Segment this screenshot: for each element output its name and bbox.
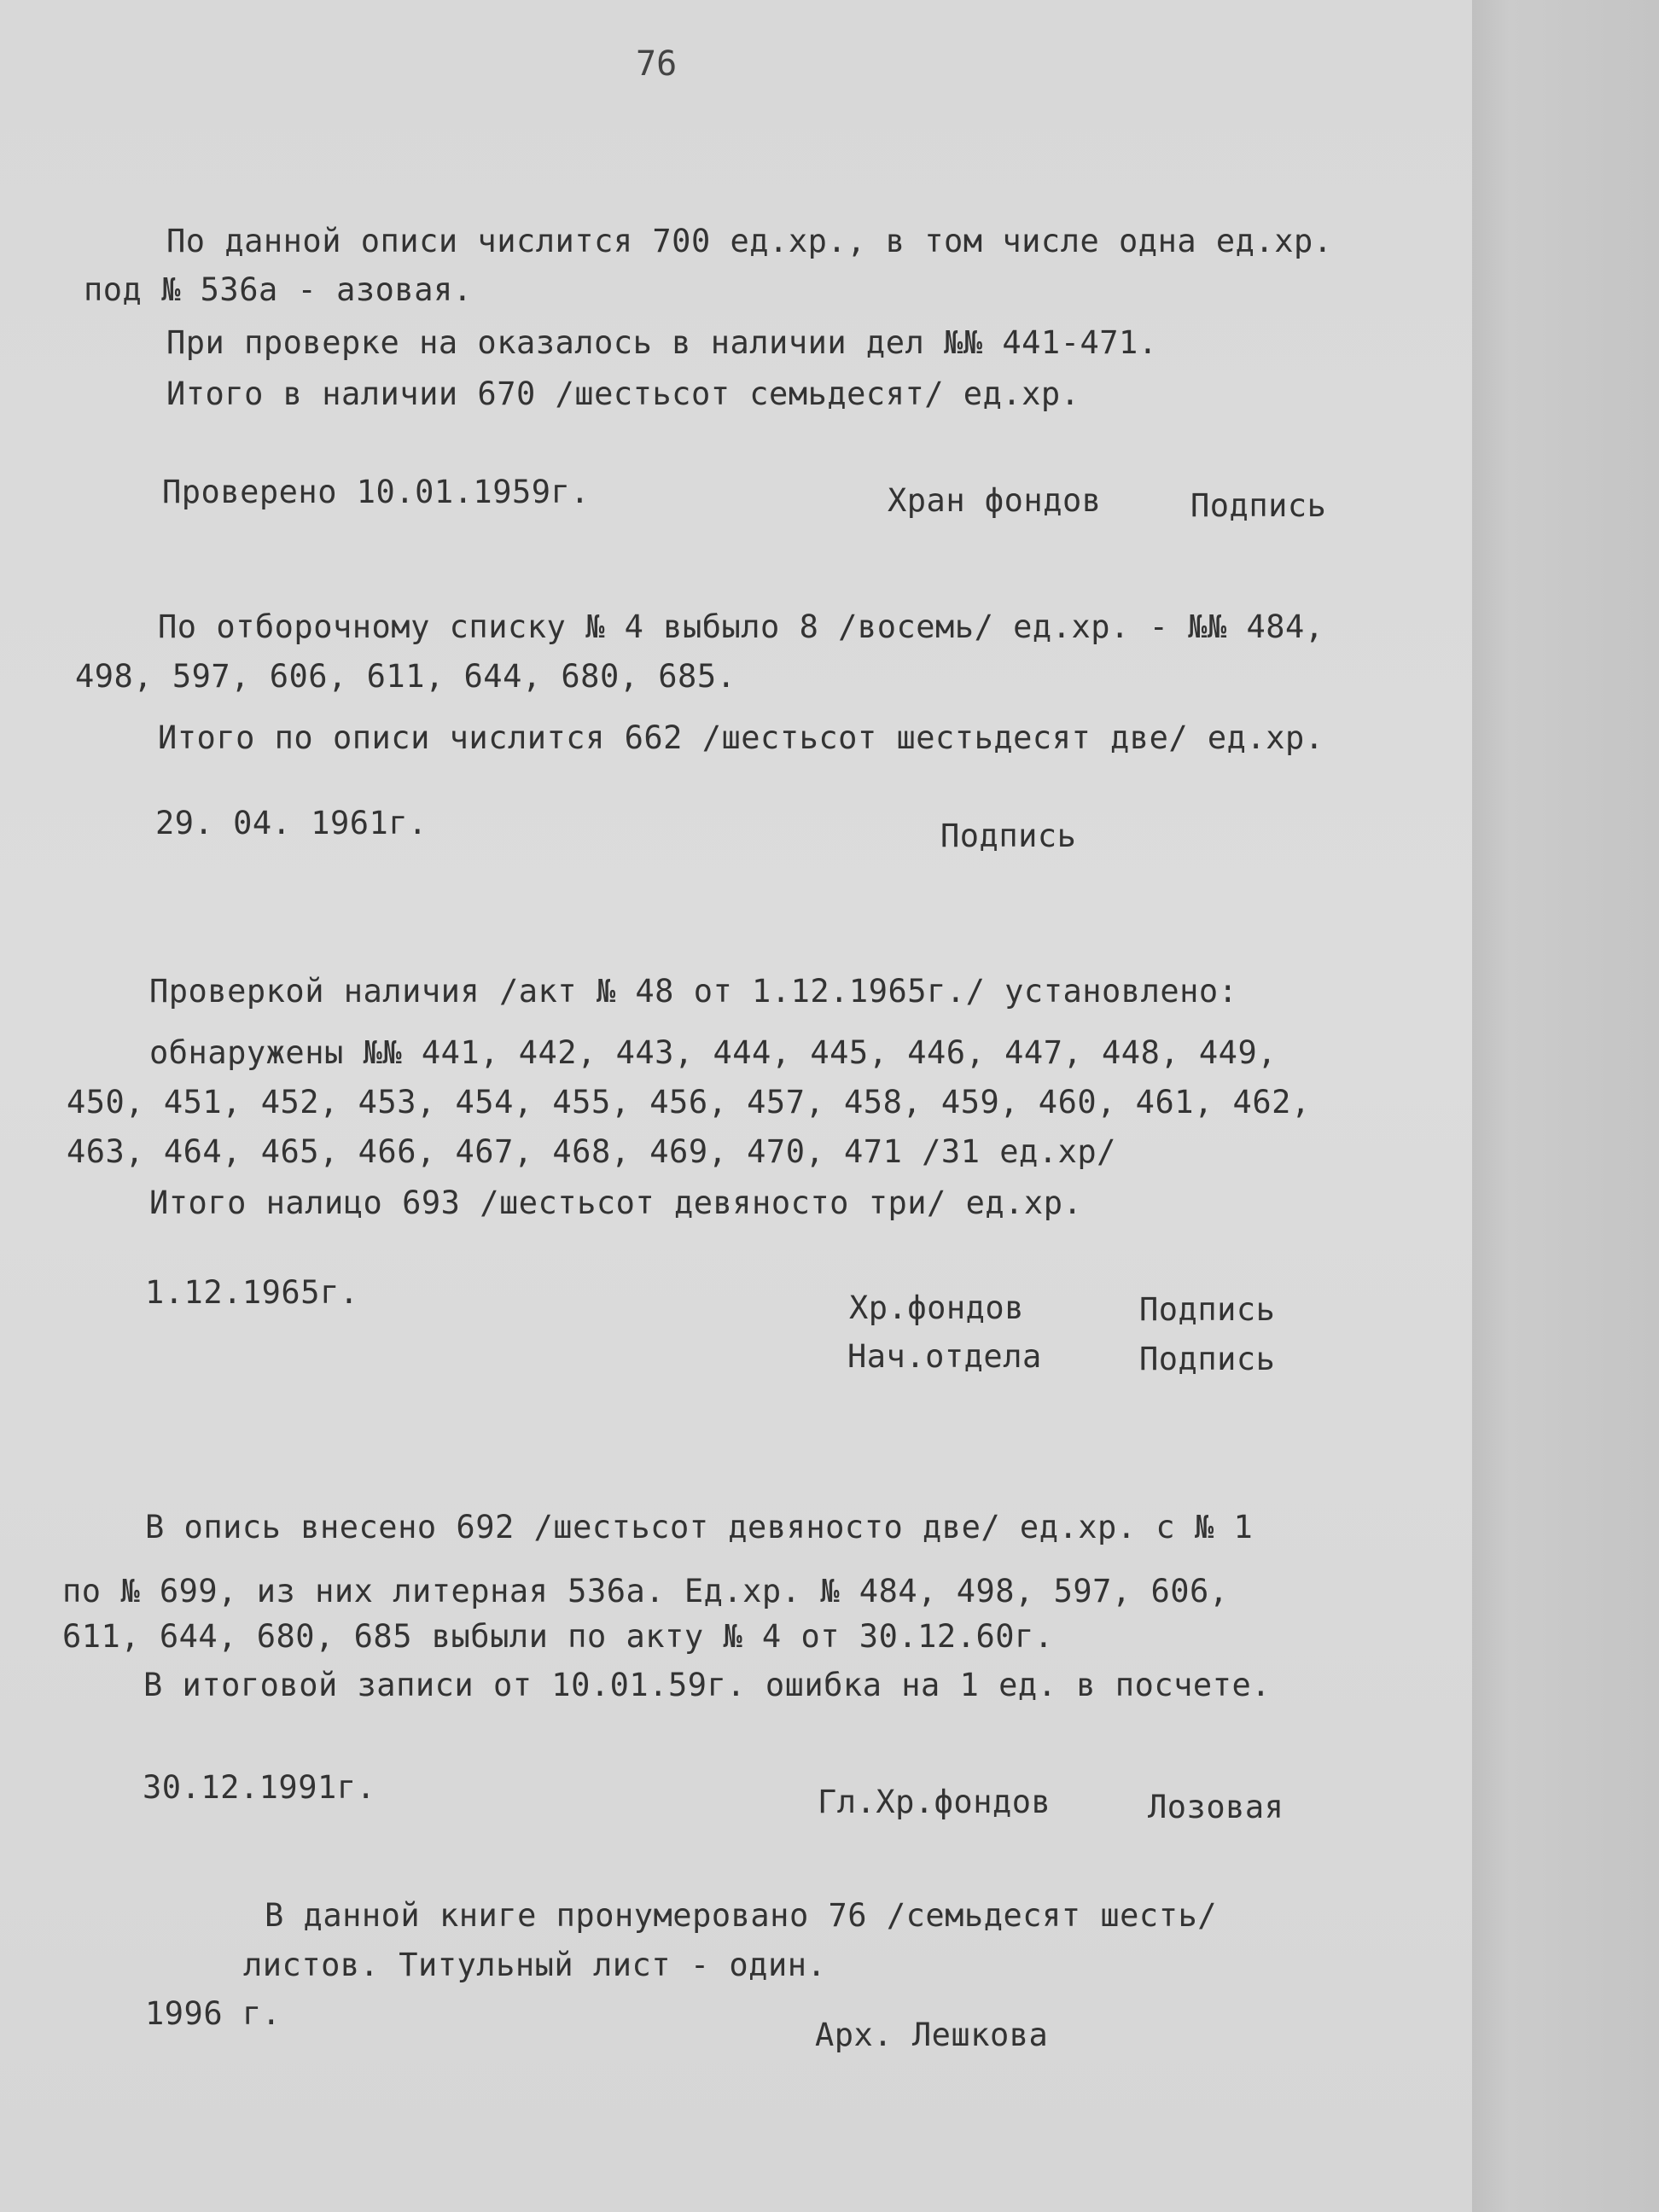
s2-signature: Подпись [940, 818, 1077, 854]
page-edge-shadow [1472, 0, 1659, 2212]
s1-line4: Итого в наличии 670 /шестьсот семьдесят/ ед.хр. [166, 375, 1080, 412]
s1-line3: При проверке на оказалось в наличии дел №№ 441-471. [166, 324, 1158, 361]
s4-signature: Лозовая [1148, 1789, 1284, 1825]
s4-line1: В опись внесено 692 /шестьсот девяносто две/ ед.хр. с № 1 [145, 1509, 1254, 1545]
s4-line4: В итоговой записи от 10.01.59г. ошибка на 1 ед. в посчете. [143, 1667, 1272, 1703]
s3-signature1: Подпись [1139, 1291, 1276, 1328]
s3-line5: Итого налицо 693 /шестьсот девяносто три/ ед.хр. [149, 1185, 1083, 1221]
s1-line2: под № 536а - азовая. [84, 271, 473, 308]
s4-line2: по № 699, из них литерная 536а. Ед.хр. № 484, 498, 597, 606, [62, 1573, 1229, 1610]
s3-date: 1.12.1965г. [145, 1274, 359, 1311]
s3-line4: 463, 464, 465, 466, 467, 468, 469, 470, 471 /31 ед.хр/ [67, 1133, 1116, 1170]
s3-role2: Нач.отдела [847, 1338, 1042, 1375]
s2-date: 29. 04. 1961г. [155, 805, 428, 841]
s3-role1: Хр.фондов [849, 1289, 1024, 1326]
s5-date: 1996 г. [145, 1995, 282, 2032]
s5-line1: В данной книге пронумеровано 76 /семьдесят шесть/ [265, 1897, 1218, 1934]
s2-line3: Итого по описи числится 662 /шестьсот шестьдесят две/ ед.хр. [158, 719, 1324, 756]
page-number: 76 [636, 44, 678, 84]
s3-signature2: Подпись [1139, 1341, 1276, 1377]
s3-line2: обнаружены №№ 441, 442, 443, 444, 445, 446, 447, 448, 449, [149, 1034, 1278, 1071]
s4-role: Гл.Хр.фондов [818, 1784, 1051, 1820]
s2-line1: По отборочному списку № 4 выбыло 8 /восемь/ ед.хр. - №№ 484, [158, 608, 1324, 645]
s3-line1: Проверкой наличия /акт № 48 от 1.12.1965г./ установлено: [149, 973, 1238, 1010]
s1-signature: Подпись [1190, 487, 1327, 524]
s5-role-name: Арх. Лешкова [815, 2017, 1049, 2053]
s1-line1: По данной описи числится 700 ед.хр., в том числе одна ед.хр. [166, 223, 1333, 259]
s4-line3: 611, 644, 680, 685 выбыли по акту № 4 от 30.12.60г. [62, 1618, 1054, 1655]
s5-line2: листов. Титульный лист - один. [243, 1947, 827, 1983]
s1-role: Хран фондов [888, 482, 1102, 519]
s4-date: 30.12.1991г. [143, 1769, 376, 1806]
s1-check-date: Проверено 10.01.1959г. [162, 474, 591, 510]
s2-line2: 498, 597, 606, 611, 644, 680, 685. [75, 658, 736, 695]
s3-line3: 450, 451, 452, 453, 454, 455, 456, 457, 458, 459, 460, 461, 462, [67, 1084, 1311, 1121]
